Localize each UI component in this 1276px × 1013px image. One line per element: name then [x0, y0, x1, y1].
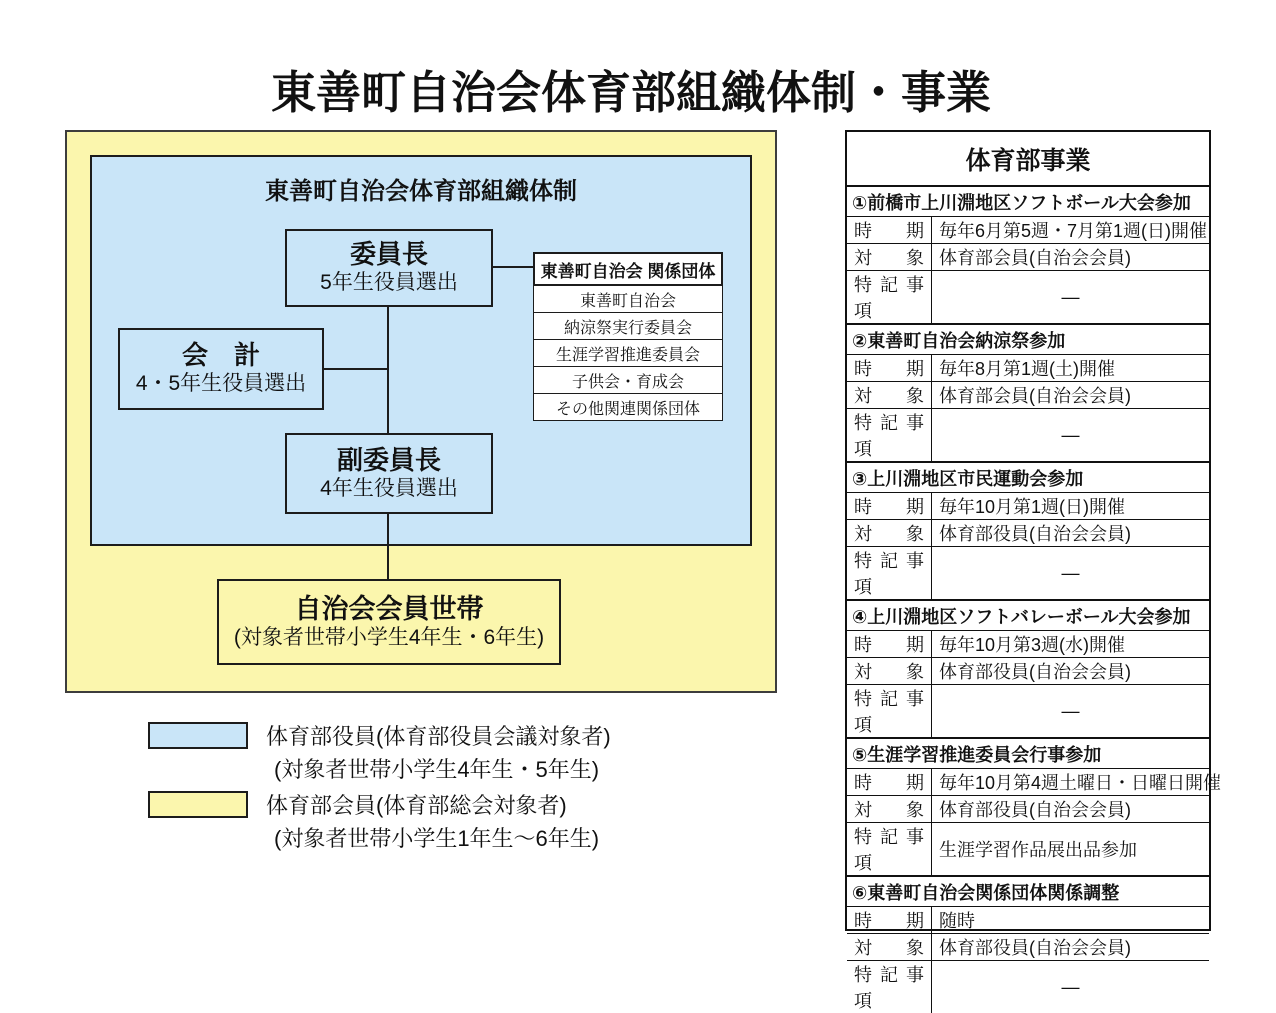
row-value-period: 毎年10月第4週土曜日・日曜日開催 [939, 773, 1222, 793]
project-section-4 [847, 599, 1209, 737]
row-label-text: 特記事項 [854, 827, 924, 873]
row-value-period: 毎年10月第3週(水)開催 [939, 635, 1126, 655]
row-label-notes [847, 961, 932, 1013]
row-label-text: 時期 [854, 359, 924, 379]
table-row [847, 381, 1209, 408]
node-accountant [118, 328, 324, 410]
related-orgs-item: 東善町自治会 [533, 286, 723, 313]
row-label-notes [847, 685, 932, 737]
row-label-target [847, 244, 932, 270]
table-row [847, 960, 1209, 1013]
row-label-target [847, 796, 932, 822]
connector-chairman-relatedorgs [492, 266, 534, 268]
table-row [847, 408, 1209, 461]
row-label-period [847, 769, 932, 795]
row-value-notes: — [1061, 286, 1080, 307]
related-orgs-list [533, 252, 723, 421]
row-label-text: 対象 [854, 248, 924, 268]
row-label-period [847, 493, 932, 519]
legend-label-officers [266, 720, 611, 786]
row-value-notes: 生涯学習作品展出品参加 [939, 840, 1137, 860]
row-label-notes [847, 547, 932, 599]
row-value-period: 毎年8月第1週(土)開催 [939, 359, 1116, 379]
project-section-title: ⑤生涯学習推進委員会行事参加 [852, 744, 1102, 765]
projects-table-title: 体育部事業 [847, 132, 1209, 187]
node-households [217, 579, 561, 665]
node-vice-chairman-title: 副委員長 [336, 444, 441, 475]
node-chairman [285, 229, 493, 307]
row-label-text: 時期 [854, 635, 924, 655]
node-chairman-title: 委員長 [349, 239, 428, 270]
table-row [847, 354, 1209, 381]
row-label-target [847, 934, 932, 960]
legend-swatch-members [148, 791, 248, 818]
row-value-notes: — [1061, 562, 1080, 583]
legend-label-members-line2: (対象者世帯小学生1年生～6年生) [274, 826, 600, 851]
row-label-text: 対象 [854, 386, 924, 406]
row-label-period [847, 631, 932, 657]
row-value-target: 体育部役員(自治会会員) [939, 938, 1131, 958]
table-row [847, 492, 1209, 519]
row-value-target: 体育部役員(自治会会員) [939, 524, 1131, 544]
row-label-text: 特記事項 [854, 275, 924, 321]
projects-table [845, 130, 1222, 1011]
row-value-period: 毎年10月第1週(日)開催 [939, 497, 1126, 517]
row-label-text: 時期 [854, 911, 924, 931]
legend-label-members [266, 789, 599, 855]
table-row [847, 270, 1209, 323]
row-label-text: 特記事項 [854, 413, 924, 459]
row-value-notes: — [1061, 700, 1080, 721]
row-label-period [847, 217, 932, 243]
row-value-target: 体育部会員(自治会会員) [939, 248, 1131, 268]
row-label-text: 特記事項 [854, 689, 924, 735]
row-label-text: 時期 [854, 497, 924, 517]
project-section-6 [847, 875, 1209, 1013]
table-row [847, 933, 1209, 960]
project-section-1 [847, 187, 1209, 323]
connector-chairman-vicechairman [387, 307, 389, 434]
table-row [847, 684, 1209, 737]
related-orgs-item: その他関連関係団体 [533, 394, 723, 421]
related-orgs-item: 子供会・育成会 [533, 367, 723, 394]
node-households-title: 自治会会員世帯 [294, 593, 484, 624]
connector-vicechairman-households [387, 514, 389, 580]
row-label-period [847, 907, 932, 933]
table-row [847, 822, 1209, 875]
table-row [847, 657, 1209, 684]
row-label-text: 時期 [854, 221, 924, 241]
table-row [847, 519, 1209, 546]
project-section-title: ⑥東善町自治会関係団体関係調整 [852, 882, 1120, 903]
table-row [847, 546, 1209, 599]
row-label-notes [847, 823, 932, 875]
row-label-text: 時期 [854, 773, 924, 793]
row-label-target [847, 382, 932, 408]
node-chairman-subtitle: 5年生役員選出 [320, 271, 458, 295]
node-accountant-subtitle: 4・5年生役員選出 [135, 372, 307, 396]
row-value-period: 毎年6月第5週・7月第1週(日)開催 [939, 221, 1208, 241]
row-label-target [847, 658, 932, 684]
row-label-text: 対象 [854, 938, 924, 958]
related-orgs-header: 東善町自治会 関係団体 [533, 252, 723, 286]
legend-swatch-officers [148, 722, 248, 749]
project-section-2 [847, 323, 1209, 461]
legend-label-members-line1: 体育部会員(体育部総会対象者) [266, 793, 567, 818]
node-vice-chairman [285, 433, 493, 514]
table-row [847, 768, 1222, 795]
row-label-notes [847, 409, 932, 461]
table-row [847, 906, 1209, 933]
row-label-text: 対象 [854, 800, 924, 820]
org-chart-title: 東善町自治会体育部組織体制 [265, 178, 577, 205]
node-vice-chairman-subtitle: 4年生役員選出 [320, 476, 458, 500]
connector-accountant [322, 368, 389, 370]
table-row [847, 216, 1209, 243]
table-row [847, 795, 1209, 822]
row-value-period: 随時 [939, 911, 975, 931]
project-section-title: ③上川淵地区市民運動会参加 [852, 468, 1084, 489]
legend-label-officers-line2: (対象者世帯小学生4年生・5年生) [274, 757, 600, 782]
row-label-notes [847, 271, 932, 323]
row-value-notes: — [1061, 424, 1080, 445]
related-orgs-item: 生涯学習推進委員会 [533, 340, 723, 367]
legend-label-officers-line1: 体育部役員(体育部役員会議対象者) [266, 724, 611, 749]
table-row [847, 630, 1209, 657]
project-section-5 [847, 737, 1222, 875]
table-row [847, 243, 1209, 270]
project-section-3 [847, 461, 1209, 599]
node-households-subtitle: (対象者世帯小学生4年生・6年生) [233, 626, 545, 650]
page-title: 東善町自治会体育部組織体制・事業 [270, 67, 991, 118]
row-label-text: 対象 [854, 524, 924, 544]
row-label-text: 対象 [854, 662, 924, 682]
row-label-text: 特記事項 [854, 551, 924, 597]
project-section-title: ④上川淵地区ソフトバレーボール大会参加 [852, 606, 1191, 627]
row-value-target: 体育部役員(自治会会員) [939, 800, 1131, 820]
node-accountant-title: 会 計 [181, 340, 260, 371]
row-value-notes: — [1061, 976, 1080, 997]
row-label-text: 特記事項 [854, 965, 924, 1011]
row-value-target: 体育部会員(自治会会員) [939, 386, 1131, 406]
project-section-title: ②東善町自治会納涼祭参加 [852, 330, 1066, 351]
project-section-title: ①前橋市上川淵地区ソフトボール大会参加 [852, 192, 1191, 213]
related-orgs-item: 納涼祭実行委員会 [533, 313, 723, 340]
row-label-target [847, 520, 932, 546]
row-label-period [847, 355, 932, 381]
row-value-target: 体育部役員(自治会会員) [939, 662, 1131, 682]
